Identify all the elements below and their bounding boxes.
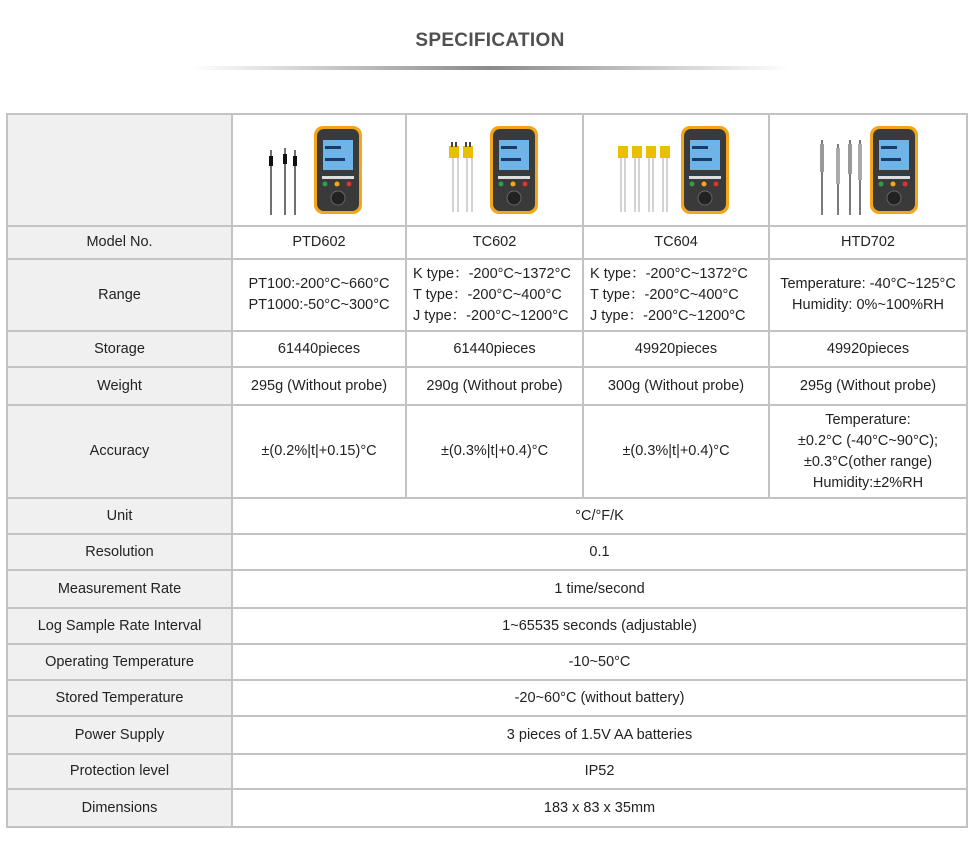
weight-cell: 295g (Without probe) bbox=[769, 367, 967, 405]
weight-cell: 295g (Without probe) bbox=[232, 367, 406, 405]
row-label: Dimensions bbox=[7, 789, 232, 827]
operating-temp-value: -10~50°C bbox=[232, 644, 967, 680]
image-row-label bbox=[7, 114, 232, 226]
row-label: Weight bbox=[7, 367, 232, 405]
storage-cell: 49920pieces bbox=[583, 331, 769, 367]
weight-cell: 290g (Without probe) bbox=[406, 367, 583, 405]
row-label: Measurement Rate bbox=[7, 570, 232, 608]
accuracy-line: ±0.2°C (-40°C~90°C); bbox=[797, 432, 939, 449]
row-label: Accuracy bbox=[7, 405, 232, 498]
measurement-rate-row bbox=[7, 570, 967, 608]
range-line: T type：-200°C~400°C bbox=[590, 286, 739, 303]
power-value: 3 pieces of 1.5V AA batteries bbox=[232, 716, 967, 754]
range-cell bbox=[583, 259, 769, 331]
row-label: Stored Temperature bbox=[7, 680, 232, 716]
row-label: Unit bbox=[7, 498, 232, 534]
accuracy-cell: ±(0.3%|t|+0.4)°C bbox=[583, 405, 769, 498]
accuracy-line: Temperature: bbox=[825, 411, 911, 428]
weight-cell: 300g (Without probe) bbox=[583, 367, 769, 405]
unit-value: °C/°F/K bbox=[232, 498, 967, 534]
dimensions-value: 183 x 83 x 35mm bbox=[232, 789, 967, 827]
accuracy-cell bbox=[769, 405, 967, 498]
tc604-image-cell bbox=[583, 114, 769, 226]
ptd602-meter-image bbox=[259, 120, 379, 220]
storage-cell: 49920pieces bbox=[769, 331, 967, 367]
row-label: Power Supply bbox=[7, 716, 232, 754]
range-cell bbox=[406, 259, 583, 331]
dimensions-row bbox=[7, 789, 967, 827]
resolution-row bbox=[7, 534, 967, 570]
htd702-meter-image bbox=[808, 120, 928, 220]
storage-row bbox=[7, 331, 967, 367]
stored-temp-value: -20~60°C (without battery) bbox=[232, 680, 967, 716]
specification-table bbox=[6, 113, 968, 828]
log-interval-value: 1~65535 seconds (adjustable) bbox=[232, 608, 967, 644]
range-line: Humidity: 0%~100%RH bbox=[792, 297, 944, 313]
range-cell bbox=[769, 259, 967, 331]
range-row bbox=[7, 259, 967, 331]
range-cell bbox=[232, 259, 406, 331]
model-cell: TC604 bbox=[583, 226, 769, 259]
measurement-rate-value: 1 time/second bbox=[232, 570, 967, 608]
range-line: PT1000:-50°C~300°C bbox=[248, 297, 390, 313]
image-row bbox=[7, 114, 967, 226]
row-label: Model No. bbox=[7, 226, 232, 259]
accuracy-cell: ±(0.2%|t|+0.15)°C bbox=[232, 405, 406, 498]
accuracy-cell: ±(0.3%|t|+0.4)°C bbox=[406, 405, 583, 498]
weight-row bbox=[7, 367, 967, 405]
protection-value: IP52 bbox=[232, 754, 967, 789]
row-label: Storage bbox=[7, 331, 232, 367]
unit-row bbox=[7, 498, 967, 534]
tc604-meter-image bbox=[611, 120, 741, 220]
page-title: SPECIFICATION bbox=[415, 30, 565, 51]
title-underline bbox=[190, 66, 790, 70]
row-label: Range bbox=[7, 259, 232, 331]
row-label: Resolution bbox=[7, 534, 232, 570]
htd702-image-cell bbox=[769, 114, 967, 226]
accuracy-line: ±0.3°C(other range) bbox=[803, 453, 933, 470]
power-row bbox=[7, 716, 967, 754]
log-interval-row bbox=[7, 608, 967, 644]
protection-row bbox=[7, 754, 967, 789]
row-label: Operating Temperature bbox=[7, 644, 232, 680]
resolution-value: 0.1 bbox=[232, 534, 967, 570]
operating-temp-row bbox=[7, 644, 967, 680]
range-line: J type：-200°C~1200°C bbox=[590, 307, 746, 324]
model-cell: HTD702 bbox=[769, 226, 967, 259]
storage-cell: 61440pieces bbox=[406, 331, 583, 367]
range-line: K type：-200°C~1372°C bbox=[590, 265, 748, 282]
model-cell: TC602 bbox=[406, 226, 583, 259]
model-row bbox=[7, 226, 967, 259]
storage-cell: 61440pieces bbox=[232, 331, 406, 367]
range-line: J type：-200°C~1200°C bbox=[413, 307, 569, 324]
tc602-image-cell bbox=[406, 114, 583, 226]
accuracy-line: Humidity:±2%RH bbox=[812, 474, 924, 491]
range-line: K type：-200°C~1372°C bbox=[413, 265, 571, 282]
tc602-meter-image bbox=[435, 120, 555, 220]
stored-temp-row bbox=[7, 680, 967, 716]
range-line: T type：-200°C~400°C bbox=[413, 286, 562, 303]
model-cell: PTD602 bbox=[232, 226, 406, 259]
accuracy-row bbox=[7, 405, 967, 498]
row-label: Log Sample Rate Interval bbox=[7, 608, 232, 644]
row-label: Protection level bbox=[7, 754, 232, 789]
ptd602-image-cell bbox=[232, 114, 406, 226]
range-line: PT100:-200°C~660°C bbox=[248, 276, 390, 292]
range-line: Temperature: -40°C~125°C bbox=[780, 276, 956, 292]
